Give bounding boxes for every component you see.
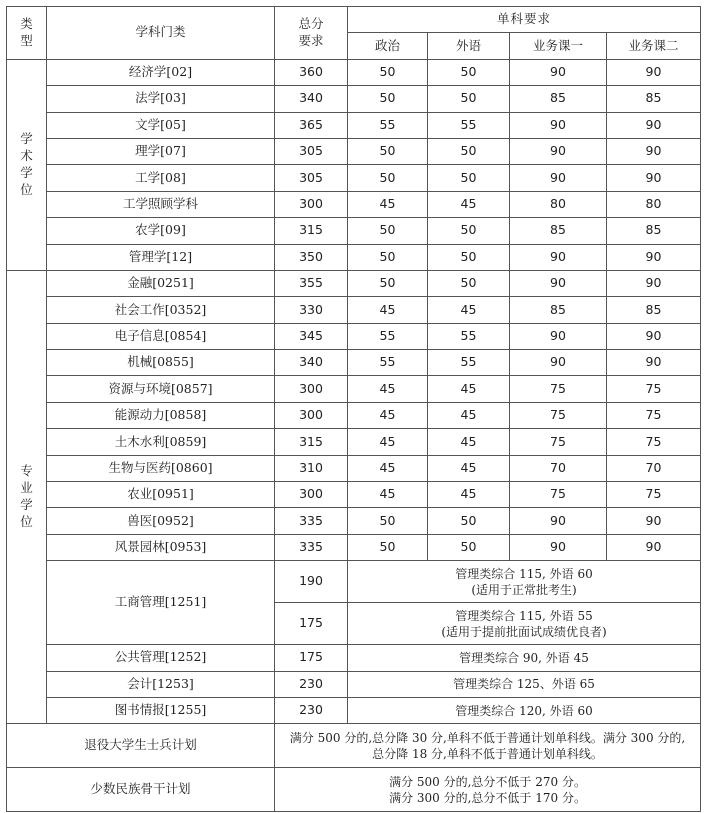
course1-score-cell: 85 <box>510 297 607 323</box>
total-header-line: 总分 <box>298 16 324 32</box>
foreign-score-cell: 50 <box>428 534 510 560</box>
table-row <box>7 508 701 534</box>
foreign-score-cell: 45 <box>428 455 510 481</box>
plan-name-cell: 少数民族骨干计划 <box>7 768 275 812</box>
table-row <box>7 482 701 508</box>
foreign-score-cell: 45 <box>428 191 510 217</box>
course1-score-cell: 90 <box>510 323 607 349</box>
politics-score-cell: 55 <box>348 350 428 376</box>
course2-score-cell: 75 <box>607 402 701 428</box>
requirement-note <box>275 768 701 812</box>
minority-plan-row <box>7 768 701 812</box>
foreign-score-cell: 50 <box>428 508 510 534</box>
total-score-cell: 345 <box>275 323 348 349</box>
discipline-cell: 工商管理[1251] <box>47 561 275 645</box>
foreign-score-cell: 45 <box>428 297 510 323</box>
course2-score-cell: 70 <box>607 455 701 481</box>
foreign-score-cell: 50 <box>428 59 510 85</box>
group-char: 专 <box>20 463 33 479</box>
discipline-cell: 经济学[02] <box>47 59 275 85</box>
course1-score-cell: 70 <box>510 455 607 481</box>
total-score-cell: 190 <box>275 561 348 603</box>
group-char: 学 <box>20 497 33 513</box>
foreign-score-cell: 55 <box>428 350 510 376</box>
note-line: (适用于提前批面试成绩优良者) <box>441 624 607 639</box>
course2-score-cell: 90 <box>607 112 701 138</box>
course1-score-cell: 75 <box>510 429 607 455</box>
table-row <box>7 191 701 217</box>
course1-score-cell: 75 <box>510 376 607 402</box>
discipline-cell: 理学[07] <box>47 138 275 164</box>
course2-score-cell: 90 <box>607 508 701 534</box>
single-subject-header: 单科要求 <box>348 7 701 33</box>
note-line: 管理类综合 115, 外语 60 <box>455 566 593 581</box>
table-row <box>7 244 701 270</box>
total-score-cell: 330 <box>275 297 348 323</box>
politics-score-cell: 50 <box>348 534 428 560</box>
course1-score-cell: 90 <box>510 270 607 296</box>
discipline-cell: 公共管理[1252] <box>47 645 275 671</box>
course2-score-cell: 80 <box>607 191 701 217</box>
note-line: 满分 500 分的,总分降 30 分,单科不低于普通计划单科线。满分 300 分的, <box>289 730 686 745</box>
table-row <box>7 429 701 455</box>
group-char: 位 <box>20 181 33 197</box>
table-row <box>7 323 701 349</box>
discipline-cell: 图书情报[1255] <box>47 697 275 723</box>
group-char: 业 <box>20 480 33 496</box>
table-row <box>7 561 701 603</box>
politics-score-cell: 45 <box>348 191 428 217</box>
table-row <box>7 59 701 85</box>
header-row-1 <box>7 7 701 33</box>
table-row <box>7 112 701 138</box>
total-score-cell: 230 <box>275 671 348 697</box>
foreign-score-cell: 45 <box>428 402 510 428</box>
total-score-cell: 335 <box>275 534 348 560</box>
course2-score-cell: 85 <box>607 86 701 112</box>
politics-score-cell: 45 <box>348 429 428 455</box>
foreign-score-cell: 45 <box>428 482 510 508</box>
politics-score-cell: 50 <box>348 165 428 191</box>
discipline-cell: 机械[0855] <box>47 350 275 376</box>
table-row <box>7 218 701 244</box>
total-score-cell: 340 <box>275 350 348 376</box>
course1-score-cell: 85 <box>510 86 607 112</box>
course2-score-cell: 90 <box>607 59 701 85</box>
foreign-score-cell: 45 <box>428 429 510 455</box>
politics-score-cell: 45 <box>348 376 428 402</box>
plan-name-cell: 退役大学生士兵计划 <box>7 724 275 768</box>
politics-score-cell: 45 <box>348 455 428 481</box>
total-score-cell: 360 <box>275 59 348 85</box>
discipline-cell: 土木水利[0859] <box>47 429 275 455</box>
politics-score-cell: 45 <box>348 402 428 428</box>
discipline-cell: 农业[0951] <box>47 482 275 508</box>
politics-score-cell: 45 <box>348 297 428 323</box>
politics-score-cell: 50 <box>348 59 428 85</box>
discipline-cell: 管理学[12] <box>47 244 275 270</box>
table-row <box>7 138 701 164</box>
total-score-cell: 305 <box>275 165 348 191</box>
politics-score-cell: 50 <box>348 86 428 112</box>
foreign-score-cell: 45 <box>428 376 510 402</box>
course2-score-cell: 90 <box>607 165 701 191</box>
discipline-cell: 农学[09] <box>47 218 275 244</box>
course2-score-cell: 90 <box>607 138 701 164</box>
note-line: 满分 300 分的,总分不低于 170 分。 <box>389 790 586 805</box>
course1-score-cell: 90 <box>510 138 607 164</box>
course1-score-cell: 90 <box>510 534 607 560</box>
politics-score-cell: 55 <box>348 112 428 138</box>
course2-score-cell: 75 <box>607 376 701 402</box>
foreign-score-cell: 55 <box>428 112 510 138</box>
total-score-cell: 335 <box>275 508 348 534</box>
politics-score-cell: 50 <box>348 138 428 164</box>
requirement-note: 管理类综合 125、外语 65 <box>348 671 701 697</box>
total-score-cell: 340 <box>275 86 348 112</box>
politics-score-cell: 50 <box>348 508 428 534</box>
discipline-cell: 电子信息[0854] <box>47 323 275 349</box>
course2-score-cell: 75 <box>607 482 701 508</box>
requirement-note: 管理类综合 90, 外语 45 <box>348 645 701 671</box>
requirement-note <box>348 603 701 645</box>
group-char: 学 <box>20 131 33 147</box>
course2-score-cell: 90 <box>607 323 701 349</box>
score-requirements-table <box>6 6 701 812</box>
table-row <box>7 165 701 191</box>
total-score-cell: 350 <box>275 244 348 270</box>
discipline-cell: 生物与医药[0860] <box>47 455 275 481</box>
course1-score-cell: 90 <box>510 59 607 85</box>
politics-score-cell: 45 <box>348 482 428 508</box>
requirement-note: 管理类综合 120, 外语 60 <box>348 697 701 723</box>
course1-score-cell: 90 <box>510 244 607 270</box>
course1-score-cell: 75 <box>510 402 607 428</box>
table-row <box>7 402 701 428</box>
table-row <box>7 86 701 112</box>
course2-score-cell: 85 <box>607 218 701 244</box>
total-score-cell: 230 <box>275 697 348 723</box>
discipline-cell: 金融[0251] <box>47 270 275 296</box>
group-char: 位 <box>20 514 33 530</box>
politics-header: 政治 <box>348 33 428 59</box>
course1-score-cell: 80 <box>510 191 607 217</box>
foreign-score-cell: 55 <box>428 323 510 349</box>
table-row <box>7 534 701 560</box>
discipline-header: 学科门类 <box>47 7 275 60</box>
table-row <box>7 671 701 697</box>
course2-score-cell: 85 <box>607 297 701 323</box>
politics-score-cell: 55 <box>348 323 428 349</box>
table-row <box>7 297 701 323</box>
foreign-score-cell: 50 <box>428 218 510 244</box>
table-row <box>7 645 701 671</box>
table-body <box>7 7 701 812</box>
course1-score-cell: 90 <box>510 165 607 191</box>
note-line: 总分降 18 分,单科不低于普通计划单科线。 <box>372 746 603 761</box>
course2-header: 业务课二 <box>607 33 701 59</box>
type-header <box>7 7 47 60</box>
course1-score-cell: 90 <box>510 112 607 138</box>
total-score-cell: 315 <box>275 429 348 455</box>
discipline-cell: 社会工作[0352] <box>47 297 275 323</box>
discipline-cell: 文学[05] <box>47 112 275 138</box>
course1-score-cell: 75 <box>510 482 607 508</box>
discipline-cell: 法学[03] <box>47 86 275 112</box>
note-line: (适用于正常批考生) <box>471 582 577 597</box>
politics-score-cell: 50 <box>348 270 428 296</box>
table-row <box>7 376 701 402</box>
group-char: 学 <box>20 164 33 180</box>
note-line: 管理类综合 115, 外语 55 <box>455 608 593 623</box>
politics-score-cell: 50 <box>348 244 428 270</box>
total-header <box>275 7 348 60</box>
discipline-cell: 资源与环境[0857] <box>47 376 275 402</box>
course2-score-cell: 90 <box>607 534 701 560</box>
course2-score-cell: 90 <box>607 350 701 376</box>
total-score-cell: 175 <box>275 603 348 645</box>
total-score-cell: 300 <box>275 376 348 402</box>
group-char: 术 <box>20 147 33 163</box>
table-row <box>7 270 701 296</box>
table-row <box>7 697 701 723</box>
course2-score-cell: 90 <box>607 244 701 270</box>
total-score-cell: 175 <box>275 645 348 671</box>
foreign-language-header: 外语 <box>428 33 510 59</box>
course2-score-cell: 90 <box>607 270 701 296</box>
group-professional <box>7 270 47 723</box>
foreign-score-cell: 50 <box>428 270 510 296</box>
total-score-cell: 300 <box>275 191 348 217</box>
course1-score-cell: 85 <box>510 218 607 244</box>
type-header-char: 类 <box>20 16 33 32</box>
discipline-cell: 兽医[0952] <box>47 508 275 534</box>
discipline-cell: 工学照顾学科 <box>47 191 275 217</box>
total-score-cell: 305 <box>275 138 348 164</box>
veteran-plan-row <box>7 724 701 768</box>
total-score-cell: 355 <box>275 270 348 296</box>
discipline-cell: 能源动力[0858] <box>47 402 275 428</box>
note-line: 满分 500 分的,总分不低于 270 分。 <box>389 774 586 789</box>
requirement-note <box>348 561 701 603</box>
group-academic <box>7 59 47 270</box>
total-header-line: 要求 <box>298 32 324 48</box>
total-score-cell: 315 <box>275 218 348 244</box>
course2-score-cell: 75 <box>607 429 701 455</box>
total-score-cell: 310 <box>275 455 348 481</box>
foreign-score-cell: 50 <box>428 138 510 164</box>
table-row <box>7 455 701 481</box>
foreign-score-cell: 50 <box>428 165 510 191</box>
course1-score-cell: 90 <box>510 350 607 376</box>
discipline-cell: 工学[08] <box>47 165 275 191</box>
course1-header: 业务课一 <box>510 33 607 59</box>
foreign-score-cell: 50 <box>428 86 510 112</box>
requirement-note <box>275 724 701 768</box>
politics-score-cell: 50 <box>348 218 428 244</box>
total-score-cell: 300 <box>275 402 348 428</box>
table-row <box>7 350 701 376</box>
total-score-cell: 365 <box>275 112 348 138</box>
total-score-cell: 300 <box>275 482 348 508</box>
course1-score-cell: 90 <box>510 508 607 534</box>
discipline-cell: 风景园林[0953] <box>47 534 275 560</box>
type-header-char: 型 <box>20 32 33 48</box>
discipline-cell: 会计[1253] <box>47 671 275 697</box>
foreign-score-cell: 50 <box>428 244 510 270</box>
